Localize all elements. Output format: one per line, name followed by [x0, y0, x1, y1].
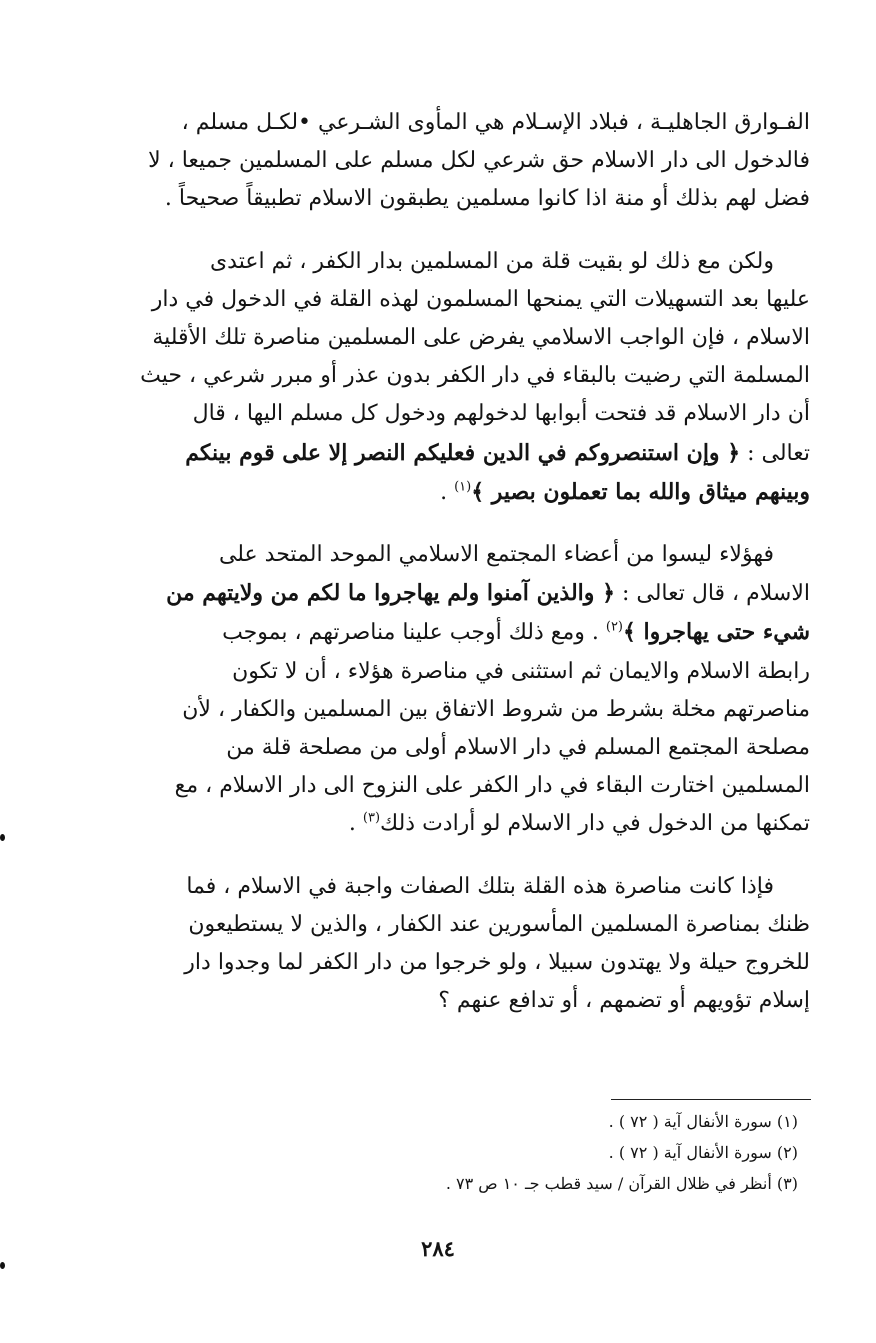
- scan-speck: [0, 834, 5, 841]
- footnote-divider: [611, 1099, 811, 1100]
- page-body: [98, 104, 810, 1020]
- text-line: فإذا كانت مناصرة هذه القلة بتلك الصفات واجبة في الاسلام ، فما: [186, 873, 774, 899]
- quran-quote: شيء حتى يهاجروا ﴾: [623, 619, 810, 646]
- sentence-end: .: [348, 811, 363, 837]
- text-line: المسلمة التي رضيت بالبقاء في دار الكفر بدون عذر أو مبرر شرعي ، حيث: [140, 363, 810, 389]
- footnote: (١) سورة الأنفال آية ( ٧٢ ) .: [608, 1112, 798, 1131]
- page-number: ٢٨٤: [421, 1236, 455, 1261]
- text-line: رابطة الاسلام والايمان ثم استثنى في مناصرة هؤلاء ، أن لا تكون: [232, 658, 810, 684]
- text-line: للخروج حيلة ولا يهتدون سبيلا ، ولو خرجوا من دار الكفر لما وجدوا دار: [184, 950, 810, 976]
- text-line: مصلحة المجتمع المسلم في دار الاسلام أولى من مصلحة قلة من: [226, 735, 810, 761]
- text-line: فضل لهم بذلك أو منة اذا كانوا مسلمين يطبقون الاسلام تطبيقاً صحيحاً .: [164, 186, 810, 212]
- sentence-end: .: [440, 479, 455, 505]
- quote-intro: الاسلام ، قال تعالى :: [614, 581, 810, 607]
- quran-quote: ﴿ والذين آمنوا ولم يهاجروا ما لكم من ولايتهم من: [166, 580, 615, 607]
- footnote-mark: (٢): [605, 620, 623, 636]
- quote-intro: تعالى :: [740, 440, 810, 466]
- text-line: فالدخول الى دار الاسلام حق شرعي لكل مسلم على المسلمين جميعا ، لا: [148, 148, 810, 174]
- footnotes: [98, 1106, 798, 1199]
- text-line: الفـوارق الجاهليـة ، فبلاد الإسـلام هي المأوى الشـرعي •لكـل مسلم ،: [181, 110, 810, 135]
- paragraph-2: [98, 243, 810, 512]
- text-line: عليها بعد التسهيلات التي يمنحها المسلمون لهذه القلة في الدخول في دار: [151, 286, 810, 312]
- text-line: مناصرتهم مخلة بشرط من شروط الاتفاق بين المسلمين والكفار ، لأن: [182, 696, 810, 722]
- text-line: [98, 574, 810, 613]
- last-line-text: تمكنها من الدخول في دار الاسلام لو أرادت ذلك: [380, 811, 810, 837]
- text-line: فهؤلاء ليسوا من أعضاء المجتمع الاسلامي الموحد المتحد على: [218, 542, 774, 568]
- text-line: المسلمين اختارت البقاء في دار الكفر على النزوح الى دار الاسلام ، مع: [174, 773, 810, 799]
- text-line: [98, 805, 810, 843]
- footnote: (٢) سورة الأنفال آية ( ٧٢ ) .: [608, 1143, 798, 1162]
- paragraph-4: [98, 868, 810, 1021]
- text-line: أن دار الاسلام قد فتحت أبوابها لدخولهم ودخول كل مسلم اليها ، قال: [192, 401, 810, 427]
- text-line: [98, 473, 810, 512]
- text-line: ولكن مع ذلك لو بقيت قلة من المسلمين بدار الكفر ، ثم اعتدى: [209, 248, 774, 274]
- text-continuation: . ومع ذلك أوجب علينا مناصرتهم ، بموجب: [222, 620, 606, 646]
- text-line: ظنك بمناصرة المسلمين المأسورين عند الكفار ، والذين لا يستطيعون: [188, 911, 810, 937]
- footnote-mark: (١): [454, 479, 472, 495]
- text-line: [98, 613, 810, 652]
- quran-quote: ﴿ وإن استنصروكم في الدين فعليكم النصر إلا على قوم بينكم: [185, 439, 741, 466]
- text-line: إسلام تؤويهم أو تضمهم ، أو تدافع عنهم ؟: [438, 988, 810, 1014]
- text-line: الاسلام ، فإن الواجب الاسلامي يفرض على المسلمين مناصرة تلك الأقلية: [152, 325, 810, 351]
- text-line: [98, 434, 810, 473]
- footnote: (٣) أنظر في ظلال القرآن / سيد قطب جـ ١٠ ص ٧٣ .: [445, 1174, 798, 1193]
- paragraph-1: [98, 104, 810, 219]
- footnote-mark: (٣): [362, 811, 381, 827]
- scan-speck: [0, 1262, 5, 1269]
- quran-quote: وبينهم ميثاق والله بما تعملون بصير ﴾: [471, 478, 810, 505]
- paragraph-3: [98, 536, 810, 844]
